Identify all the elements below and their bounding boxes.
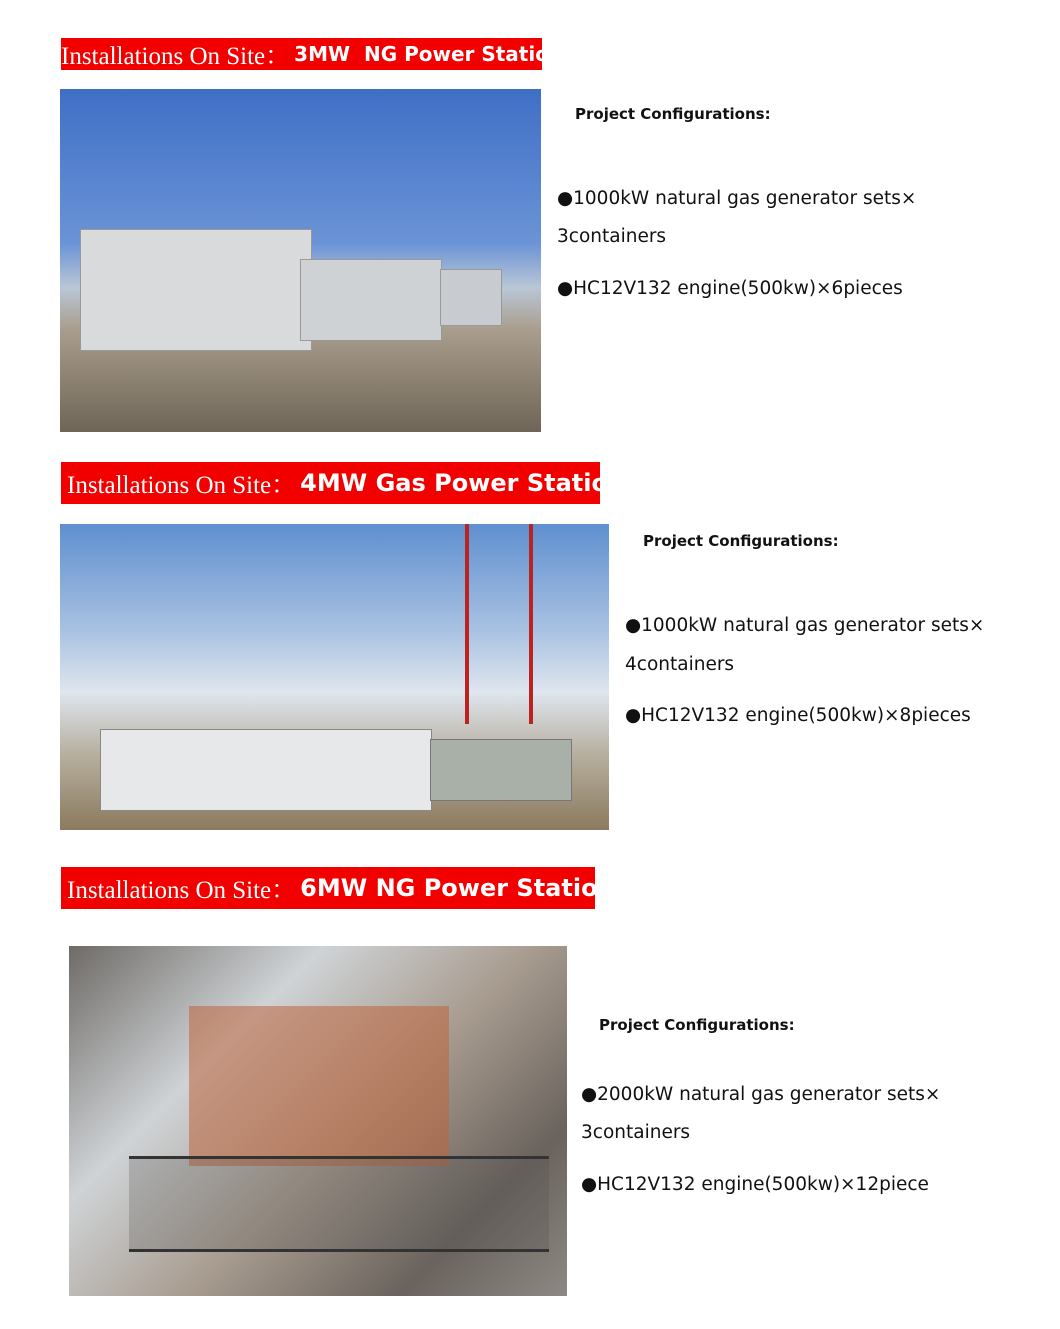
header-title: 3MW NG Power Station xyxy=(294,42,564,66)
header-prefix: Installations On Site： xyxy=(67,877,297,904)
section-header-6mw xyxy=(61,867,615,909)
site-photo-3mw xyxy=(60,89,541,432)
config-line-2: 3containers xyxy=(581,1122,691,1143)
config-title: Project Configurations: xyxy=(599,1016,795,1034)
header-title: 6MW NG Power Station xyxy=(300,874,615,902)
config-line-3: ●HC12V132 engine(500kw)×12piece xyxy=(581,1174,929,1195)
header-prefix: Installations On Site： xyxy=(61,43,291,70)
section-header-3mw xyxy=(61,38,564,70)
config-title: Project Configurations: xyxy=(643,532,839,550)
config-line-1: ●1000kW natural gas generator sets× xyxy=(625,615,985,636)
config-line-2: 3containers xyxy=(557,226,667,247)
header-title: 4MW Gas Power Station xyxy=(300,469,626,497)
config-line-3: ●HC12V132 engine(500kw)×8pieces xyxy=(625,705,971,726)
header-prefix: Installations On Site： xyxy=(67,472,297,499)
config-line-1: ●1000kW natural gas generator sets× xyxy=(557,188,917,209)
site-photo-6mw xyxy=(69,946,567,1296)
config-title: Project Configurations: xyxy=(575,105,771,123)
site-photo-4mw xyxy=(60,524,609,830)
config-line-2: 4containers xyxy=(625,654,735,675)
section-header-4mw xyxy=(61,462,626,504)
config-line-1: ●2000kW natural gas generator sets× xyxy=(581,1084,941,1105)
config-line-3: ●HC12V132 engine(500kw)×6pieces xyxy=(557,278,903,299)
